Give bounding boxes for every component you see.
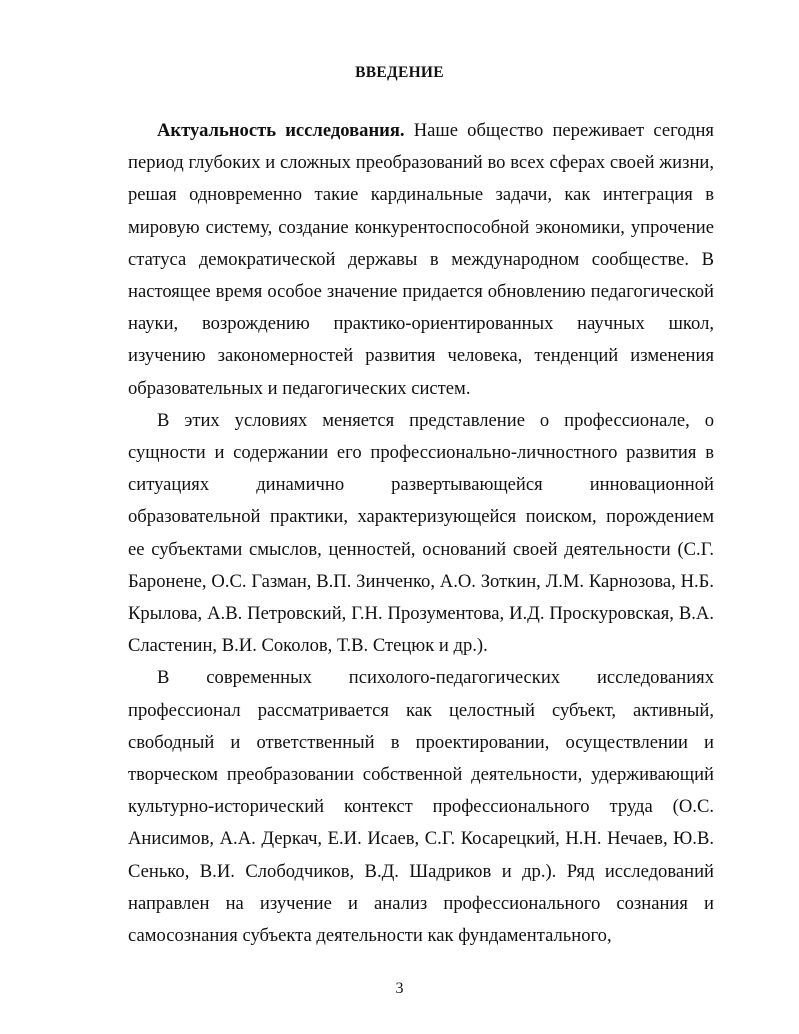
paragraph-lead: Актуальность исследования.	[157, 120, 405, 141]
body-text	[128, 115, 714, 952]
paragraph-text: В современных психолого-педагогических исследованиях профессионал рассматривается как целостный субъект, активный, свободный и ответственный в проектировании, осуществлении и творческом преобразовании собственной деятельности, удерживающий культурно-исторический контекст профессионального труда (О.С. Анисимов, А.А. Деркач, Е.И. Исаев, С.Г. Косарецкий, Н.Н. Нечаев, Ю.В. Сенько, В.И. Слободчиков, В.Д. Шадриков и др.). Ряд исследований направлен на изучение и анализ профессионального сознания и самосознания субъекта деятельности как фундаментального,	[128, 667, 714, 947]
paragraph-text: Наше общество переживает сегодня период глубоких и сложных преобразований во всех сферах своей жизни, решая одновременно такие кардинальные задачи, как интеграция в мировую систему, создание конкурентоспособной экономики, упрочение статуса демократической державы в международном сообществе. В настоящее время особое значение придается обновлению педагогической науки, возрождению практико-ориентированных научных школ, изучению закономерностей развития человека, тенденций изменения образовательных и педагогических систем.	[128, 120, 714, 399]
paragraph-1	[128, 115, 714, 405]
page-number: 3	[395, 980, 404, 997]
paragraph-2	[128, 405, 714, 663]
paragraph-text: В этих условиях меняется представление о профессионале, о сущности и содержании его профессионально-личностного развития в ситуациях динамично развертывающейся инновационной образовательной практики, характеризующейся поиском, порождением ее субъектами смыслов, ценностей, оснований своей деятельности (С.Г. Баронене, О.С. Газман, В.П. Зинченко, А.О. Зоткин, Л.М. Карнозова, Н.Б. Крылова, А.В. Петровский, Г.Н. Прозументова, И.Д. Проскуровская, В.А. Сластенин, В.И. Соколов, Т.В. Стецюк и др.).	[128, 409, 714, 657]
paragraph-3	[128, 662, 714, 952]
section-heading: ВВЕДЕНИЕ	[355, 64, 444, 81]
